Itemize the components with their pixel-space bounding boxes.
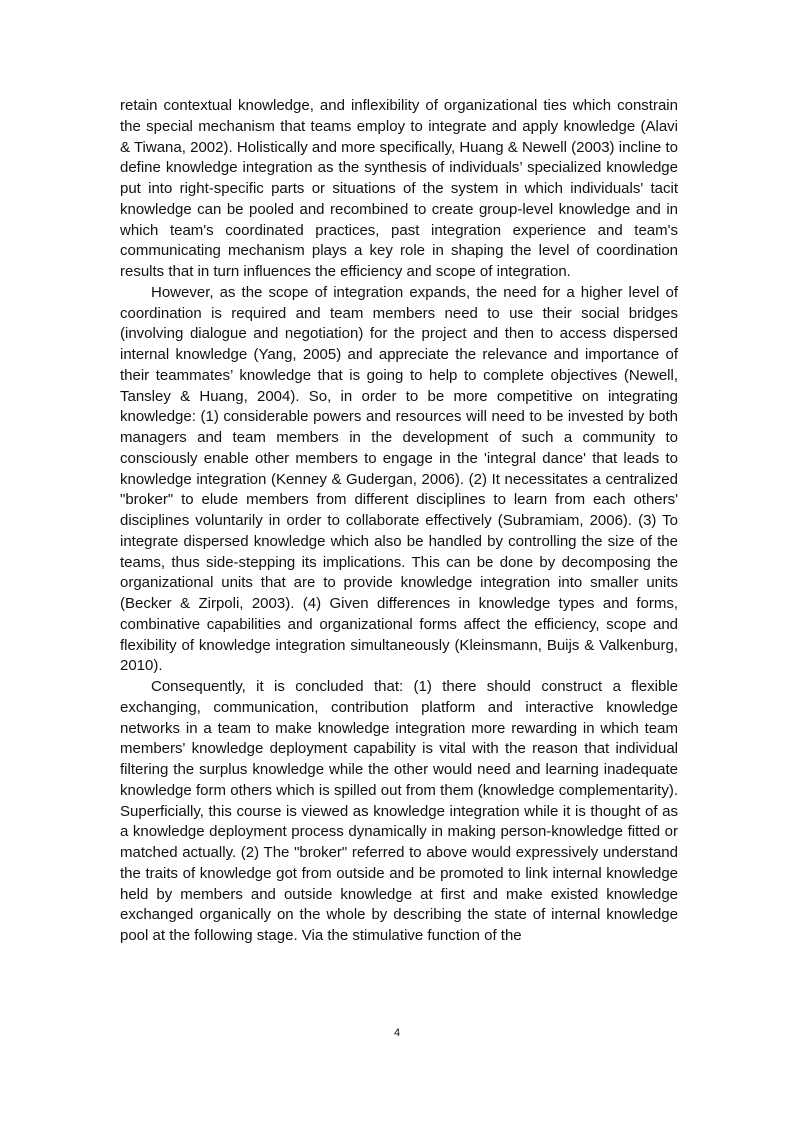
page-number: 4	[393, 1027, 401, 1039]
paragraph-conclusions: Consequently, it is concluded that: (1) there should construct a flexible exchanging, communication, contribution platform and interactive knowledge networks in a team to make knowledge integration more rewarding in which team members' knowledge deployment capability is vital with the reason that individual filtering the surplus knowledge while the other would need and learning inadequate knowledge form others which is spilled out from them (knowledge complementarity). Superficially, this course is viewed as knowledge integration while it is thought of as a knowledge deployment process dynamically in making person-knowledge fitted or matched actually. (2) The "broker" referred to above would expressively understand the traits of knowledge got from outside and be promoted to link internal knowledge held by members and outside knowledge at first and make existed knowledge exchanged organically on the whole by describing the state of internal knowledge pool at the following stage. Via the stimulative function of the	[120, 678, 678, 944]
paragraph-integration-scope: However, as the scope of integration expands, the need for a higher level of coordination is required and team members need to use their social bridges (involving dialogue and negotiation) for the project and then to access dispersed internal knowledge (Yang, 2005) and appreciate the relevance and importance of their teammates’ knowledge that is going to help to complete objectives (Newell, Tansley & Huang, 2004). So, in order to be more competitive on integrating knowledge: (1) considerable powers and resources will need to be invested by both managers and team members in the development of such a community to consciously enable other members to engage in the 'integral dance' that leads to knowledge integration (Kenney & Gudergan, 2006). (2) It necessitates a centralized "broker" to elude members from different disciplines to learn from each others' disciplines voluntarily in order to collaborate effectively (Subramiam, 2006). (3) To integrate dispersed knowledge which also be handled by controlling the size of the teams, thus side-stepping its implications. This can be done by decomposing the organizational units that are to provide knowledge integration into smaller units (Becker & Zirpoli, 2003). (4) Given differences in knowledge types and forms, combinative capabilities and organizational forms affect the efficiency, scope and flexibility of knowledge integration simultaneously (Kleinsmann, Buijs & Valkenburg, 2010).	[120, 283, 678, 675]
body-text	[120, 96, 678, 947]
paragraph-knowledge-integration-definition: retain contextual knowledge, and inflexibility of organizational ties which constrain the special mechanism that teams employ to integrate and apply knowledge (Alavi & Tiwana, 2002). Holistically and more specifically, Huang & Newell (2003) incline to define knowledge integration as the synthesis of individuals’ specialized knowledge put into right-specific parts or situations of the system in which individuals' tacit knowledge can be pooled and recombined to create group-level knowledge and in which team's coordinated practices, past integration experience and team's communicating mechanism plays a key role in shaping the level of coordination results that in turn influences the efficiency and scope of integration.	[120, 97, 678, 280]
